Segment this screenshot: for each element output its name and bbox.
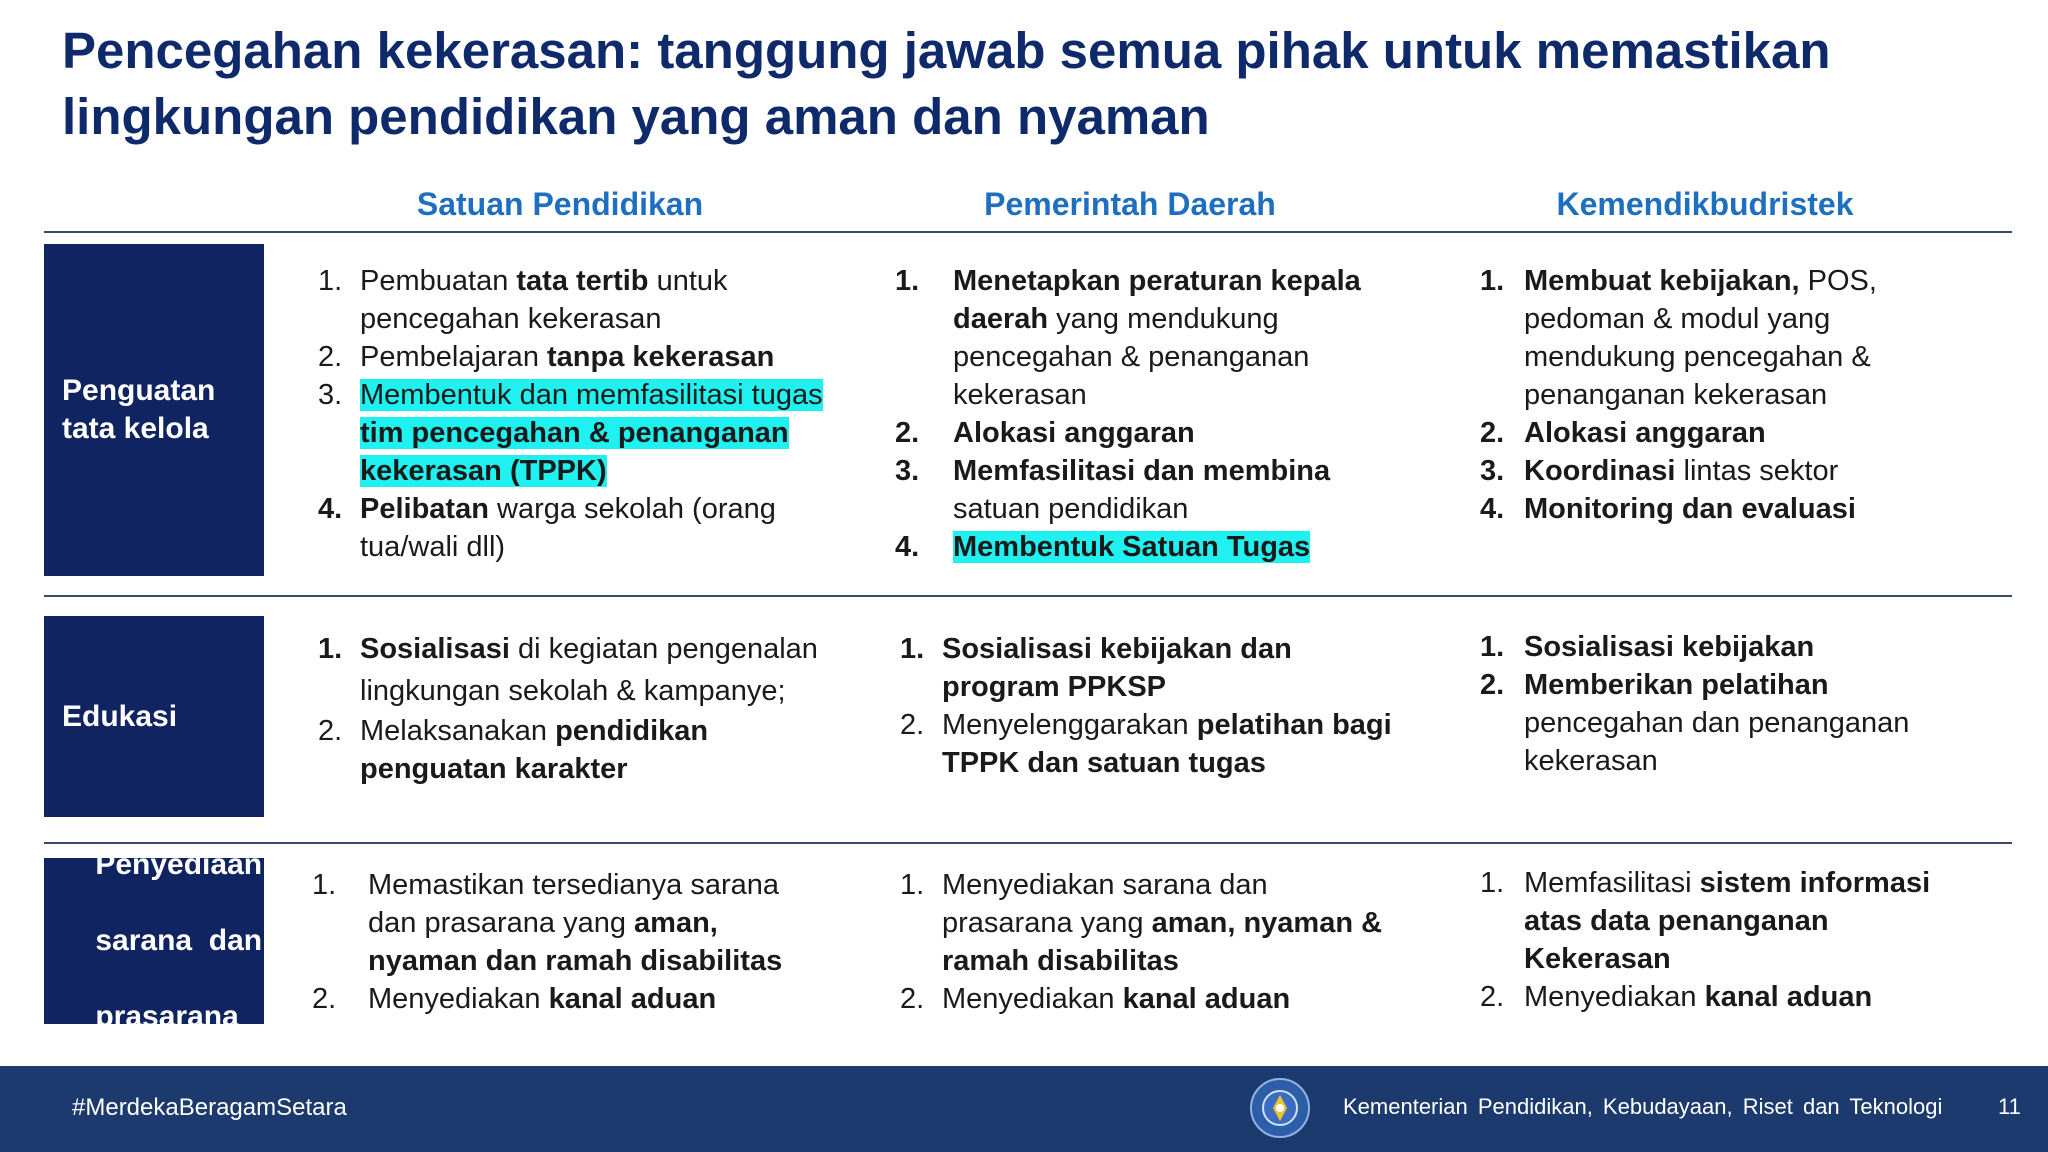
page-title bbox=[62, 18, 2022, 150]
list-item: 1. Memastikan tersedianya sarana dan prasarana yang aman, nyaman dan ramah disabilitas bbox=[312, 869, 783, 977]
list-item: 1. Membuat kebijakan, POS, pedoman & modul yang mendukung pencegahan & penanganan kekerasan bbox=[1480, 265, 1877, 411]
list-item: 2. Alokasi anggaran bbox=[1480, 417, 1766, 449]
ministry-logo-icon bbox=[1250, 1078, 1310, 1138]
list-item: 2. Menyediakan kanal aduan bbox=[312, 983, 717, 1015]
list-item: 2. Alokasi anggaran bbox=[895, 417, 1195, 449]
tata-kelola-pemda-list bbox=[895, 262, 1405, 566]
edukasi-kemen-list bbox=[1480, 628, 1980, 780]
list-item: 2. Pembelajaran tanpa kekerasan bbox=[318, 341, 775, 373]
list-item: 2. Melaksanakan pendidikan penguatan karakter bbox=[318, 715, 709, 785]
sarana-pemda-list bbox=[900, 866, 1400, 1018]
list-item: 4. Monitoring dan evaluasi bbox=[1480, 493, 1856, 525]
footer-ministry-name: Kementerian Pendidikan, Kebudayaan, Riset dan Teknologi bbox=[1343, 1094, 1943, 1119]
list-item: 1. Memfasilitasi sistem informasi atas data penanganan Kekerasan bbox=[1480, 867, 1931, 975]
list-item: 4. Pelibatan warga sekolah (orang tua/wali dll) bbox=[318, 493, 776, 563]
column-header-satuan: Satuan Pendidikan bbox=[416, 186, 704, 222]
title-line-2: lingkungan pendidikan yang aman dan nyaman bbox=[62, 88, 1210, 145]
list-item: 1. Pembuatan tata tertib untuk pencegahan kekerasan bbox=[318, 265, 728, 335]
tata-kelola-kemen-list bbox=[1480, 262, 1980, 528]
row-divider-1 bbox=[44, 595, 2012, 597]
list-item: 1. Menyediakan sarana dan prasarana yang aman, nyaman & ramah disabilitas bbox=[900, 869, 1383, 977]
row-label-sarana: Penyediaan sarana dan prasarana bbox=[44, 858, 264, 1024]
page-number: 11 bbox=[1998, 1094, 2021, 1119]
sarana-kemen-list bbox=[1480, 864, 1980, 1016]
title-line-1: Pencegahan kekerasan: tanggung jawab semua pihak untuk memastikan bbox=[62, 22, 1831, 79]
list-item-highlighted: 4. Membentuk Satuan Tugas bbox=[895, 531, 1311, 563]
list-item: 2. Memberikan pelatihan pencegahan dan penanganan kekerasan bbox=[1480, 669, 1910, 777]
list-item: 1. Menetapkan peraturan kepala daerah yang mendukung pencegahan & penanganan kekerasan bbox=[895, 265, 1361, 411]
list-item: 1. Sosialisasi kebijakan dan program PPKSP bbox=[900, 633, 1292, 703]
footer-hashtag: #MerdekaBeragamSetara bbox=[72, 1094, 347, 1121]
list-item: 1. Sosialisasi kebijakan bbox=[1480, 631, 1815, 663]
list-item: 3. Koordinasi lintas sektor bbox=[1480, 455, 1839, 487]
column-header-kemen: Kemendikbudristek bbox=[1556, 186, 1854, 222]
row-label-tata-kelola: Penguatan tata kelola bbox=[44, 244, 264, 576]
row-divider-2 bbox=[44, 842, 2012, 844]
list-item: 1. Sosialisasi di kegiatan pengenalan lingkungan sekolah & kampanye; bbox=[318, 633, 818, 707]
list-item: 2. Menyediakan kanal aduan bbox=[1480, 981, 1873, 1013]
tata-kelola-satuan-list bbox=[318, 262, 838, 566]
sarana-satuan-list bbox=[312, 866, 832, 1018]
header-divider bbox=[44, 231, 2012, 233]
list-item: 2. Menyediakan kanal aduan bbox=[900, 983, 1291, 1015]
list-item: 2. Menyelenggarakan pelatihan bagi TPPK dan satuan tugas bbox=[900, 709, 1392, 779]
edukasi-pemda-list bbox=[900, 630, 1400, 782]
row-label-edukasi: Edukasi bbox=[44, 616, 264, 817]
list-item-highlighted: 3. Membentuk dan memfasilitasi tugas tim pencegahan & penanganan kekerasan (TPPK) bbox=[318, 379, 823, 487]
list-item: 3. Memfasilitasi dan membina satuan pendidikan bbox=[895, 455, 1331, 525]
edukasi-satuan-list bbox=[318, 628, 838, 788]
column-header-pemda: Pemerintah Daerah bbox=[984, 186, 1276, 222]
